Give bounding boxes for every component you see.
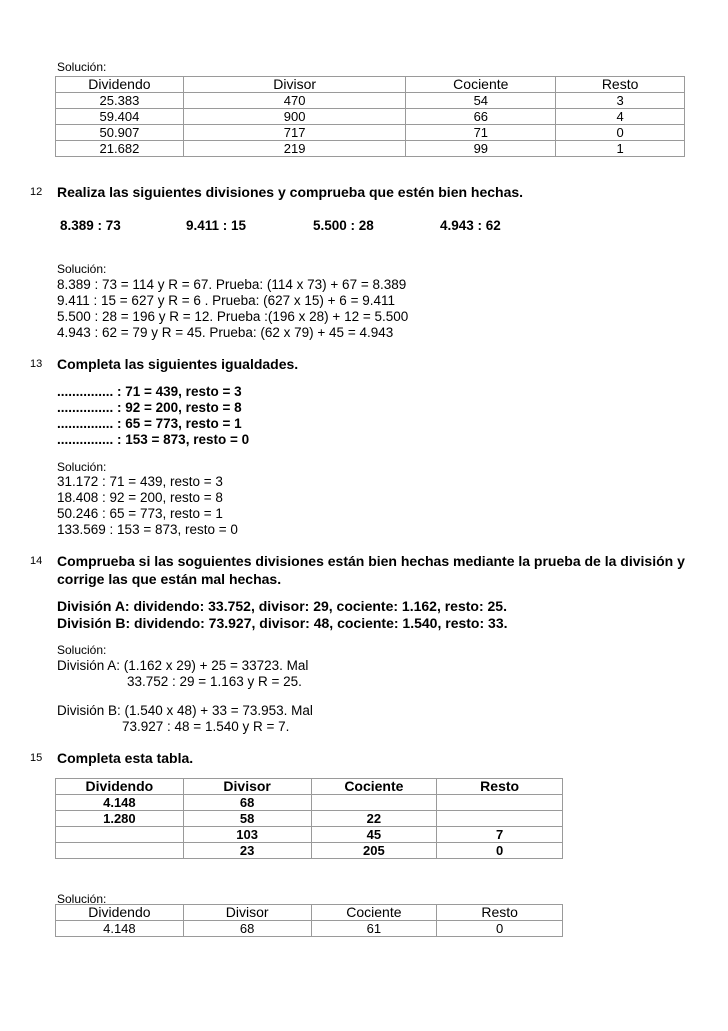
table-cell bbox=[56, 827, 184, 843]
header-cell: Resto bbox=[556, 77, 685, 93]
table-cell: 21.682 bbox=[56, 141, 184, 157]
table-cell: 23 bbox=[183, 843, 311, 859]
table-cell: 68 bbox=[183, 795, 311, 811]
solution-line: 4.943 : 62 = 79 y R = 45. Prueba: (62 x 79) + 45 = 4.943 bbox=[57, 325, 394, 340]
header-cell: Dividendo bbox=[56, 77, 184, 93]
table-cell bbox=[437, 811, 563, 827]
table-cell: 717 bbox=[183, 125, 406, 141]
table-cell: 0 bbox=[556, 125, 685, 141]
header-cell: Cociente bbox=[311, 905, 437, 921]
equation-item: ............... : 65 = 773, resto = 1 bbox=[57, 416, 242, 431]
question-title: Completa las siguientes igualdades. bbox=[57, 356, 299, 372]
solution-line: 50.246 : 65 = 773, resto = 1 bbox=[57, 506, 223, 521]
table-cell bbox=[56, 843, 184, 859]
solution-table-2 bbox=[55, 904, 563, 937]
question-title-line2: corrige las que están mal hechas. bbox=[57, 571, 282, 587]
division-b-statement: División B: dividendo: 73.927, divisor: 48, cociente: 1.540, resto: 33. bbox=[57, 615, 508, 631]
solution-line: 5.500 : 28 = 196 y R = 12. Prueba :(196 x 28) + 12 = 5.500 bbox=[57, 309, 409, 324]
table-row bbox=[56, 921, 563, 937]
table-row bbox=[56, 109, 685, 125]
solution-line: 133.569 : 153 = 873, resto = 0 bbox=[57, 522, 238, 537]
solution-label: Solución: bbox=[57, 892, 107, 906]
table-cell: 61 bbox=[311, 921, 437, 937]
table-cell: 470 bbox=[183, 93, 406, 109]
table-cell: 59.404 bbox=[56, 109, 184, 125]
header-cell: Divisor bbox=[183, 779, 311, 795]
header-cell: Resto bbox=[437, 779, 563, 795]
header-cell: Divisor bbox=[183, 905, 311, 921]
question-title: Completa esta tabla. bbox=[57, 750, 194, 766]
table-row bbox=[56, 827, 563, 843]
table-cell: 205 bbox=[311, 843, 437, 859]
table-header-row bbox=[56, 779, 563, 795]
equation-item: ............... : 71 = 439, resto = 3 bbox=[57, 384, 242, 399]
table-cell: 50.907 bbox=[56, 125, 184, 141]
table-row bbox=[56, 125, 685, 141]
table-header-row bbox=[56, 77, 685, 93]
solution-label: Solución: bbox=[57, 643, 107, 657]
solution-line: 18.408 : 92 = 200, resto = 8 bbox=[57, 490, 223, 505]
division-operation: 9.411 : 15 bbox=[186, 218, 247, 233]
table-cell: 68 bbox=[183, 921, 311, 937]
division-operation: 4.943 : 62 bbox=[440, 218, 501, 233]
header-cell: Divisor bbox=[183, 77, 406, 93]
header-cell: Dividendo bbox=[56, 905, 184, 921]
solution-line: 8.389 : 73 = 114 y R = 67. Prueba: (114 x 73) + 67 = 8.389 bbox=[57, 277, 407, 292]
solution-label: Solución: bbox=[57, 460, 107, 474]
question-title-line1: Comprueba si las soguientes divisiones están bien hechas mediante la prueba de la división y bbox=[57, 553, 685, 569]
question-number: 14 bbox=[30, 555, 43, 567]
header-cell: Resto bbox=[437, 905, 563, 921]
table-row bbox=[56, 811, 563, 827]
table-cell: 66 bbox=[406, 109, 556, 125]
table-cell: 4.148 bbox=[56, 795, 184, 811]
table-cell bbox=[437, 795, 563, 811]
question-title: Realiza las siguientes divisiones y comprueba que estén bien hechas. bbox=[57, 184, 524, 200]
table-cell: 0 bbox=[437, 921, 563, 937]
solution-line: División B: (1.540 x 48) + 33 = 73.953. Mal bbox=[57, 703, 313, 718]
table-cell: 3 bbox=[556, 93, 685, 109]
table-cell: 900 bbox=[183, 109, 406, 125]
solution-line: 33.752 : 29 = 1.163 y R = 25. bbox=[127, 674, 302, 689]
header-cell: Cociente bbox=[311, 779, 437, 795]
table-cell: 58 bbox=[183, 811, 311, 827]
table-cell: 71 bbox=[406, 125, 556, 141]
table-cell: 103 bbox=[183, 827, 311, 843]
division-operation: 8.389 : 73 bbox=[60, 218, 121, 233]
table-cell: 4 bbox=[556, 109, 685, 125]
table-cell: 1.280 bbox=[56, 811, 184, 827]
table-row bbox=[56, 843, 563, 859]
solution-line: 31.172 : 71 = 439, resto = 3 bbox=[57, 474, 223, 489]
table-cell: 99 bbox=[406, 141, 556, 157]
table-row bbox=[56, 795, 563, 811]
question-number: 15 bbox=[30, 752, 43, 764]
division-a-statement: División A: dividendo: 33.752, divisor: 29, cociente: 1.162, resto: 25. bbox=[57, 598, 507, 614]
equation-item: ............... : 153 = 873, resto = 0 bbox=[57, 432, 250, 447]
table-header-row bbox=[56, 905, 563, 921]
table-cell: 22 bbox=[311, 811, 437, 827]
table-cell: 1 bbox=[556, 141, 685, 157]
table-cell: 25.383 bbox=[56, 93, 184, 109]
equation-item: ............... : 92 = 200, resto = 8 bbox=[57, 400, 242, 415]
question-number: 13 bbox=[30, 358, 43, 370]
table-cell: 54 bbox=[406, 93, 556, 109]
table-cell: 219 bbox=[183, 141, 406, 157]
table-cell: 45 bbox=[311, 827, 437, 843]
exercise-table bbox=[55, 778, 563, 859]
table-row bbox=[56, 93, 685, 109]
solution-line: 73.927 : 48 = 1.540 y R = 7. bbox=[122, 719, 290, 734]
table-cell: 4.148 bbox=[56, 921, 184, 937]
header-cell: Cociente bbox=[406, 77, 556, 93]
solution-label: Solución: bbox=[57, 60, 107, 74]
table-cell: 7 bbox=[437, 827, 563, 843]
solution-line: División A: (1.162 x 29) + 25 = 33723. Mal bbox=[57, 658, 309, 673]
table-cell: 0 bbox=[437, 843, 563, 859]
table-cell bbox=[311, 795, 437, 811]
solution-label: Solución: bbox=[57, 262, 107, 276]
table-row bbox=[56, 141, 685, 157]
solution-table-1 bbox=[55, 76, 685, 157]
question-number: 12 bbox=[30, 186, 43, 198]
header-cell: Dividendo bbox=[56, 779, 184, 795]
division-operation: 5.500 : 28 bbox=[313, 218, 374, 233]
solution-line: 9.411 : 15 = 627 y R = 6 . Prueba: (627 x 15) + 6 = 9.411 bbox=[57, 293, 395, 308]
